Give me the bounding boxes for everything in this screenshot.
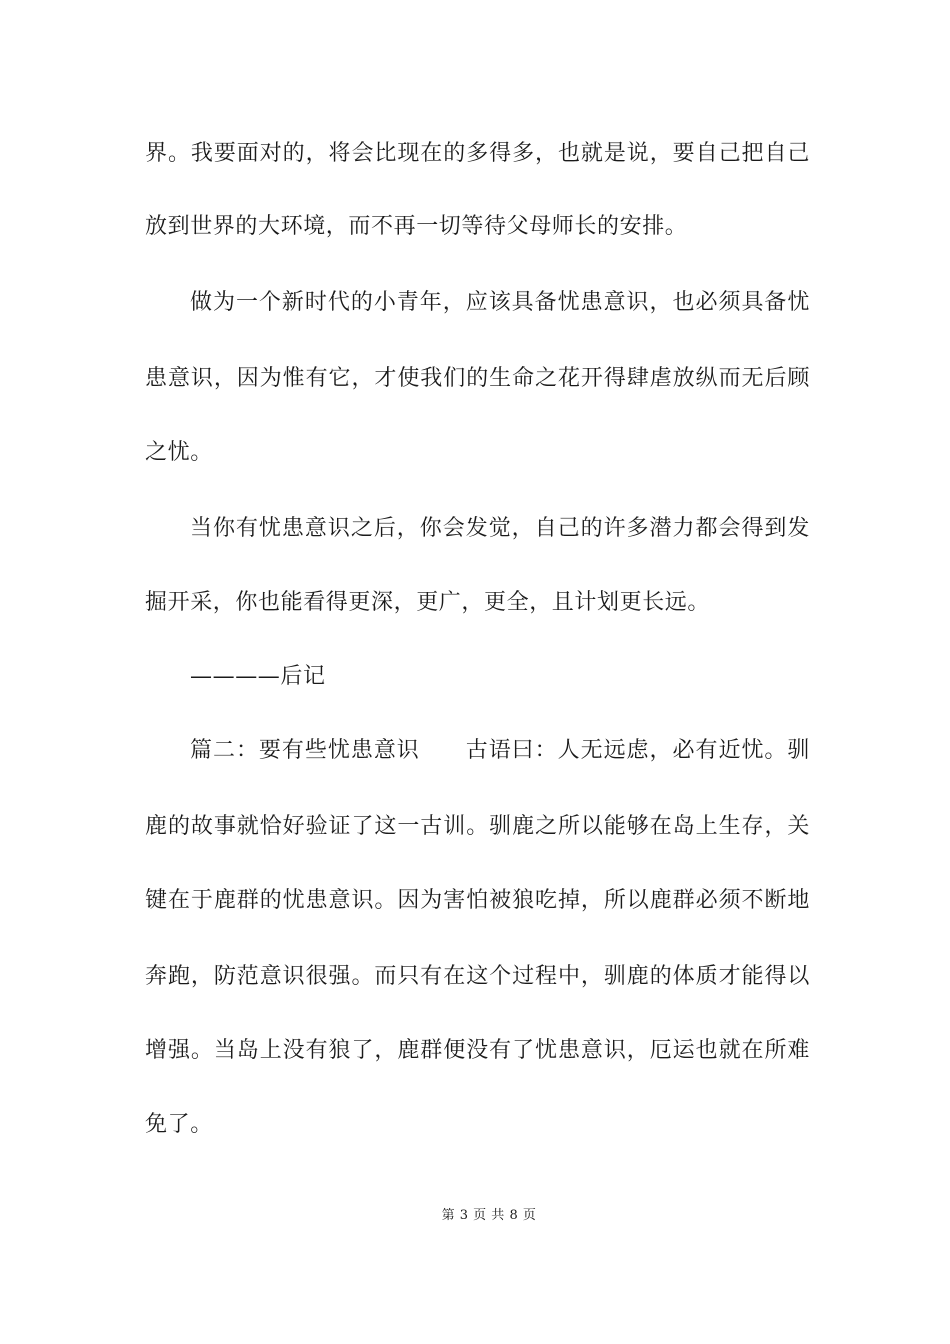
paragraph-line: 界。我要面对的，将会比现在的多得多，也就是说，要自己把自己 bbox=[145, 141, 810, 166]
paragraph-line: 奔跑，防范意识很强。而只有在这个过程中，驯鹿的体质才能得以 bbox=[145, 964, 810, 989]
paragraph-line: 免了。 bbox=[145, 1112, 213, 1137]
paragraph-line: 键在于鹿群的忧患意识。因为害怕被狼吃掉，所以鹿群必须不断地 bbox=[145, 888, 810, 913]
afterword-line: ————后记 bbox=[190, 664, 326, 689]
paragraph-line: 之忧。 bbox=[145, 440, 213, 465]
paragraph-line: 篇二：要有些忧患意识 古语曰：人无远虑，必有近忧。驯 bbox=[190, 738, 810, 763]
paragraph-line: 掘开采，你也能看得更深，更广，更全，且计划更长远。 bbox=[145, 590, 711, 615]
paragraph-line: 当你有忧患意识之后，你会发觉，自己的许多潜力都会得到发 bbox=[190, 516, 810, 541]
paragraph-line: 鹿的故事就恰好验证了这一古训。驯鹿之所以能够在岛上生存，关 bbox=[145, 814, 810, 839]
page-number-footer: 第 3 页 共 8 页 bbox=[441, 1208, 537, 1223]
paragraph-line: 放到世界的大环境，而不再一切等待父母师长的安排。 bbox=[145, 214, 688, 239]
paragraph-line: 做为一个新时代的小青年，应该具备忧患意识，也必须具备忧 bbox=[190, 290, 810, 315]
paragraph-line: 患意识，因为惟有它，才使我们的生命之花开得肆虐放纵而无后顾 bbox=[145, 366, 810, 391]
paragraph-line: 增强。当岛上没有狼了，鹿群便没有了忧患意识，厄运也就在所难 bbox=[145, 1038, 810, 1063]
